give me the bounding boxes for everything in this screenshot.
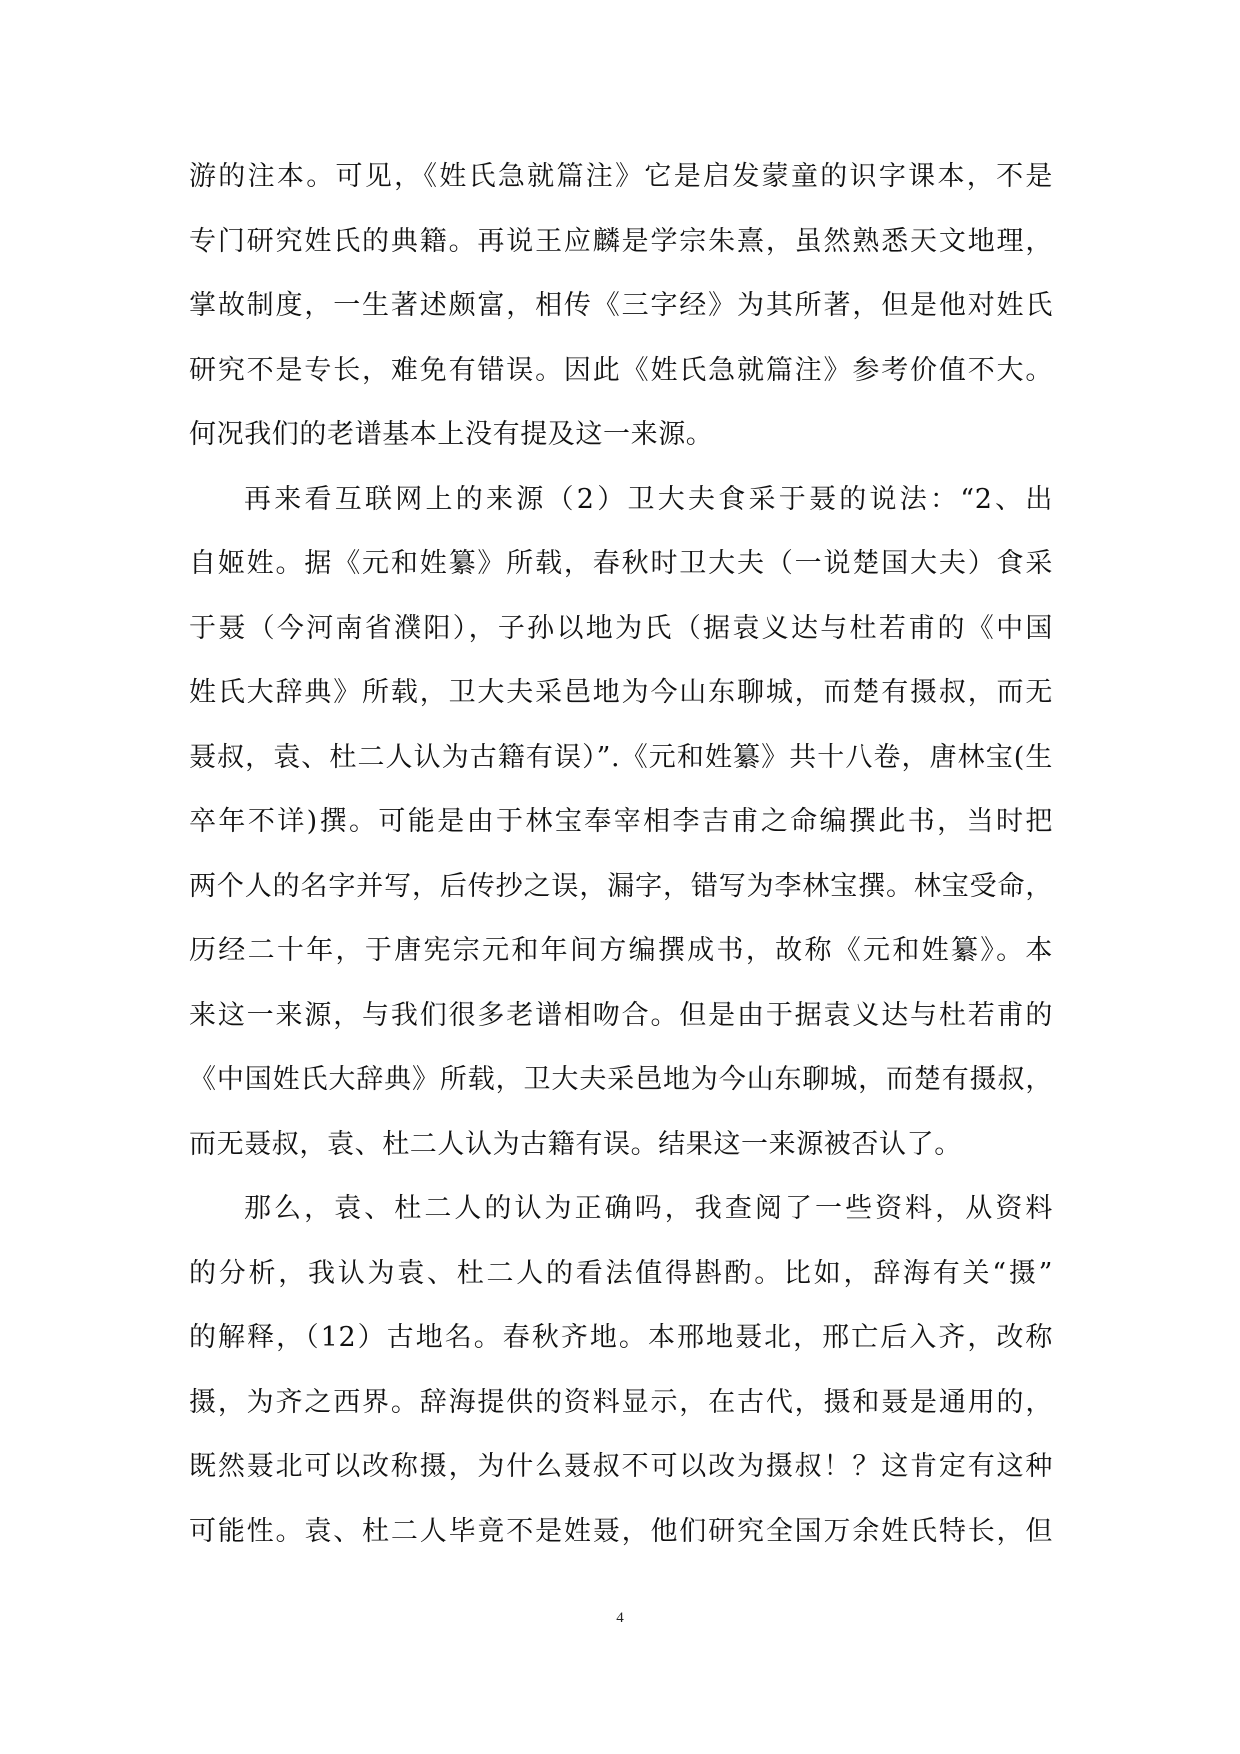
document-body	[189, 145, 1053, 1564]
text-line: 两个人的名字并写，后传抄之误，漏字，错写为李林宝撰。林宝受命，	[189, 870, 1053, 902]
text-line: 《中国姓氏大辞典》所载，卫大夫采邑地为今山东聊城，而楚有摄叔，	[189, 1064, 1053, 1095]
text-line: 来这一来源，与我们很多老谱相吻合。但是由于据袁义达与杜若甫的	[189, 999, 1053, 1031]
text-line: 专门研究姓氏的典籍。再说王应麟是学宗朱熹，虽然熟悉天文地理，	[189, 225, 1053, 257]
text-line: 再来看互联网上的来源（2）卫大夫食采于聂的说法：“2、出	[244, 483, 1053, 515]
text-line: 于聂（今河南省濮阳），子孙以地为氏（据袁义达与杜若甫的《中国	[189, 612, 1053, 644]
text-line: 可能性。袁、杜二人毕竟不是姓聂，他们研究全国万余姓氏特长，但	[189, 1515, 1053, 1547]
text-line: 的分析，我认为袁、杜二人的看法值得斟酌。比如，辞海有关“摄”	[189, 1257, 1053, 1289]
page-number: 4	[616, 1610, 624, 1626]
text-line: 的解释，（12）古地名。春秋齐地。本邢地聂北，邢亡后入齐，改称	[189, 1322, 1053, 1353]
text-line: 而无聂叔，袁、杜二人认为古籍有误。结果这一来源被否认了。	[189, 1128, 962, 1160]
text-line: 聂叔，袁、杜二人认为古籍有误）”.《元和姓纂》共十八卷，唐林宝(生	[189, 741, 1053, 773]
text-line: 那么，袁、杜二人的认为正确吗，我查阅了一些资料，从资料	[244, 1193, 1053, 1224]
text-line: 既然聂北可以改称摄，为什么聂叔不可以改为摄叔！？这肯定有这种	[189, 1451, 1053, 1482]
text-line: 摄，为齐之西界。辞海提供的资料显示，在古代，摄和聂是通用的，	[189, 1386, 1053, 1418]
text-line: 历经二十年，于唐宪宗元和年间方编撰成书，故称《元和姓纂》。本	[189, 935, 1053, 966]
text-line: 自姬姓。据《元和姓纂》所载，春秋时卫大夫（一说楚国大夫）食采	[189, 548, 1053, 579]
text-line: 卒年不详)撰。可能是由于林宝奉宰相李吉甫之命编撰此书，当时把	[189, 806, 1053, 837]
text-line: 研究不是专长，难免有错误。因此《姓氏急就篇注》参考价值不大。	[189, 354, 1053, 386]
text-line: 游的注本。可见，《姓氏急就篇注》它是启发蒙童的识字课本，不是	[189, 161, 1053, 192]
text-line: 姓氏大辞典》所载，卫大夫采邑地为今山东聊城，而楚有摄叔，而无	[189, 677, 1053, 708]
text-line: 掌故制度，一生著述颇富，相传《三字经》为其所著，但是他对姓氏	[189, 290, 1053, 321]
text-line: 何况我们的老谱基本上没有提及这一来源。	[189, 419, 714, 450]
